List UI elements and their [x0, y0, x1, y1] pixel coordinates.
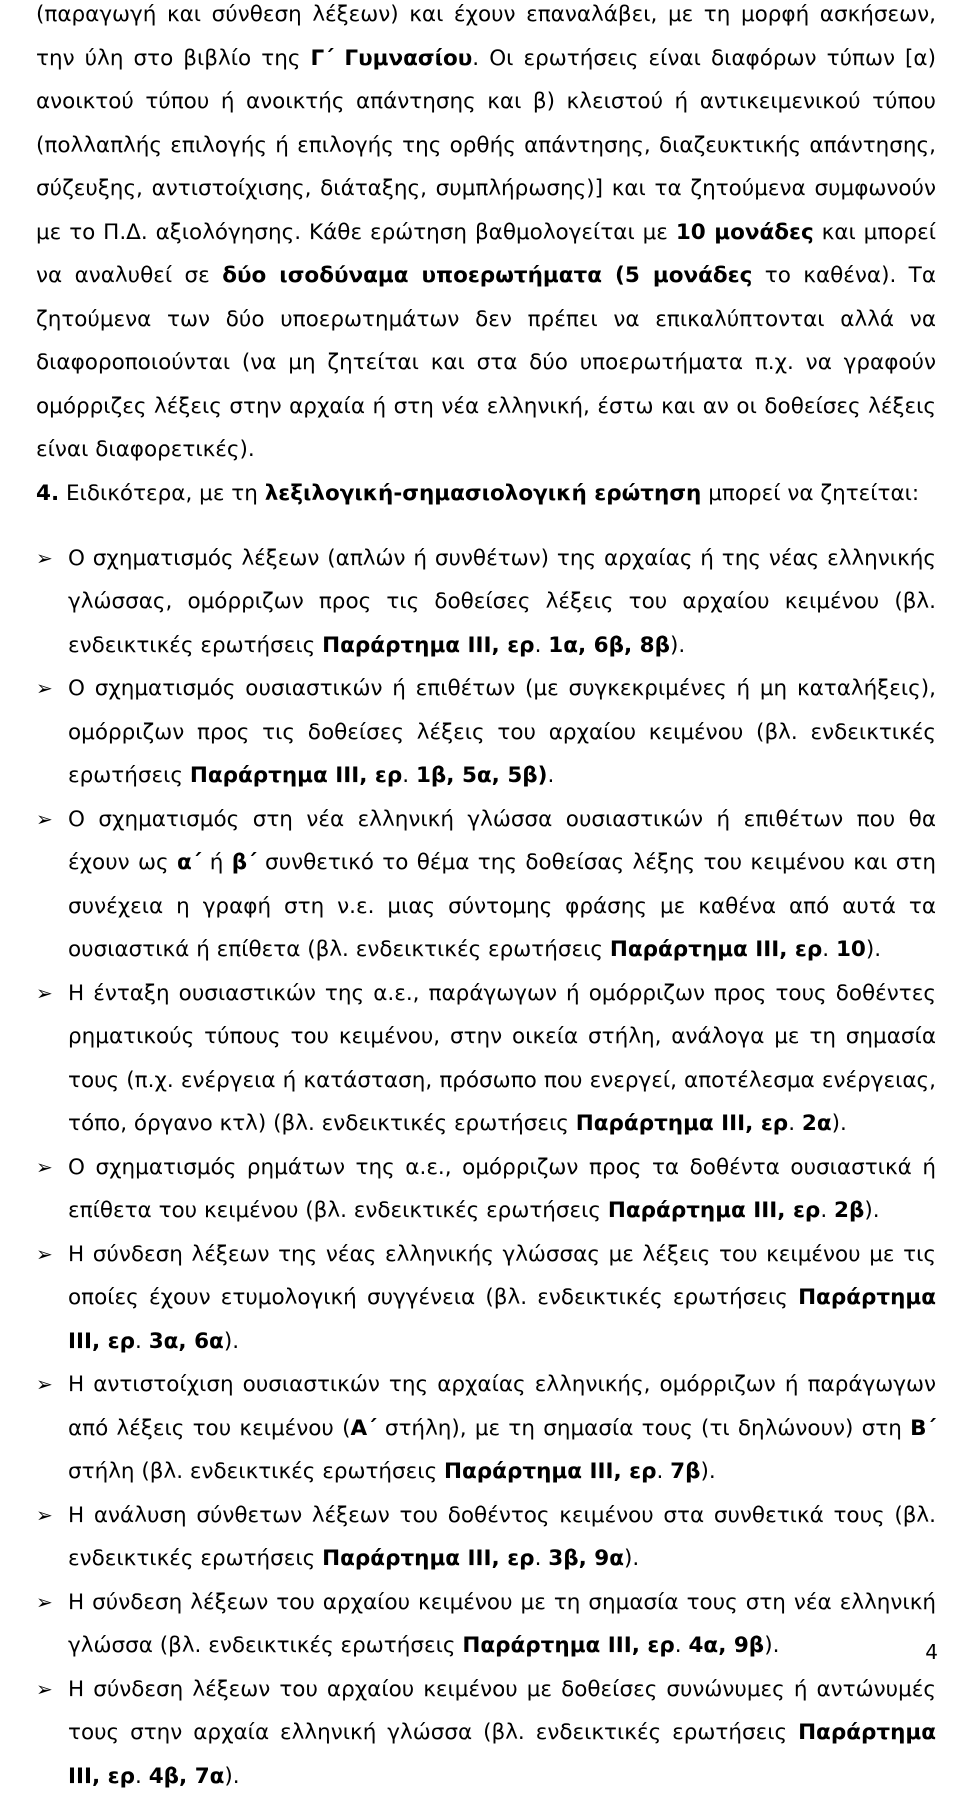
- item-text: ).: [864, 1198, 879, 1223]
- list-item: [36, 1363, 936, 1494]
- item-bold-term: β΄: [232, 850, 257, 875]
- item-text: ).: [832, 1111, 847, 1136]
- intro-text-2: . Οι ερωτήσεις είναι διαφόρων τύπων [α) ανοικτού τύπου ή ανοικτής απάντησης και β) κλειστού ή αντικειμενικού τύπου (πολλαπλής επιλογής ή επιλογής της ορθής απάντησης, διαζευκτικής απάντησης, σύζευξης, αντιστοίχισης, διάταξης, συμπλήρωσης)] και τα ζητούμενα συμφωνούν με το Π.Δ. αξιολόγησης. Κάθε ερώτηση βαθμολογείται με: [36, 46, 936, 245]
- section-4-heading: [36, 472, 936, 516]
- item-text: Η σύνδεση λέξεων του αρχαίου κειμένου με τη σημασία τους στη νέα ελληνική γλώσσα (βλ. ενδεικτικές ερωτήσεις: [68, 1590, 936, 1659]
- item-text: Η ένταξη ουσιαστικών της α.ε., παράγωγων ή ομόρριζων προς τους δοθέντες ρηματικούς τύπους του κειμένου, στην οικεία στήλη, ανάλογα με τη σημασία τους (π.χ. ενέργεια ή κατάσταση, πρόσωπο που ενεργεί, αποτέλεσμα ενέργειας, τόπο, όργανο κτλ) (βλ. ενδεικτικές ερωτήσεις: [68, 981, 936, 1137]
- item-text: στήλη (βλ. ενδεικτικές ερωτήσεις: [68, 1459, 444, 1484]
- item-text: .: [135, 1329, 149, 1354]
- list-item: [36, 1233, 936, 1364]
- intro-text-1: (παραγωγή και σύνθεση λέξεων) και έχουν επαναλάβει, με τη μορφή ασκήσεων, την ύλη στο βιβλίο της: [36, 2, 936, 71]
- question-numbers: 10: [836, 937, 866, 962]
- appendix-reference: Παράρτημα ΙΙΙ, ερ: [462, 1633, 674, 1658]
- item-text: ).: [764, 1633, 779, 1658]
- arrow-bullet-icon: ➢: [36, 798, 53, 842]
- section-lead: Ειδικότερα, με τη: [59, 481, 265, 506]
- question-numbers: 7β: [670, 1459, 700, 1484]
- item-text: Η αντιστοίχιση ουσιαστικών της αρχαίας ελληνικής, ομόρριζων ή παράγωγων από λέξεις του κειμένου (: [68, 1372, 936, 1441]
- intro-bold-subquestions: δύο ισοδύναμα υποερωτήματα (5 μονάδες: [222, 263, 752, 288]
- question-numbers: 4α, 9β: [688, 1633, 764, 1658]
- item-text: .: [822, 937, 836, 962]
- item-text: .: [135, 1764, 149, 1789]
- appendix-reference: Παράρτημα ΙΙΙ, ερ: [576, 1111, 788, 1136]
- item-text: ).: [701, 1459, 716, 1484]
- item-text: συνθετικό το θέμα της δοθείσας λέξης του κειμένου και στη συνέχεια η γραφή στη ν.ε. μιας σύντομης φράσης με καθένα από αυτά τα ουσιαστικά ή επίθετα (βλ. ενδεικτικές ερωτήσεις: [68, 850, 936, 962]
- arrow-bullet-icon: ➢: [36, 1233, 53, 1277]
- arrow-bullet-icon: ➢: [36, 1146, 53, 1190]
- item-text: Η ανάλυση σύνθετων λέξεων του δοθέντος κειμένου στα συνθετικά τους (βλ. ενδεικτικές ερωτήσεις: [68, 1503, 936, 1572]
- appendix-reference: Παράρτημα ΙΙΙ, ερ: [610, 937, 822, 962]
- item-text: Ο σχηματισμός ρημάτων της α.ε., ομόρριζων προς τα δοθέντα ουσιαστικά ή επίθετα του κειμένου (βλ. ενδεικτικές ερωτήσεις: [68, 1155, 936, 1224]
- item-text: ).: [670, 633, 685, 658]
- arrow-bullet-icon: ➢: [36, 1363, 53, 1407]
- document-page: [36, 0, 936, 1798]
- intro-bold-points: 10 μονάδες: [676, 220, 814, 245]
- item-text: Η σύνδεση λέξεων του αρχαίου κειμένου με δοθείσες συνώνυμες ή αντώνυμές τους στην αρχαία ελληνική γλώσσα (βλ. ενδεικτικές ερωτήσεις: [68, 1677, 936, 1746]
- item-text: Ο σχηματισμός λέξεων (απλών ή συνθέτων) της αρχαίας ή της νέας ελληνικής γλώσσας, ομόρριζων προς τις δοθείσες λέξεις του αρχαίου κειμένου (βλ. ενδεικτικές ερωτήσεις: [68, 546, 936, 658]
- question-numbers: 3β, 9α: [548, 1546, 624, 1571]
- question-type-list: [36, 537, 936, 1798]
- question-numbers: 1β, 5α, 5β): [416, 763, 548, 788]
- section-tail: μπορεί να ζητείται:: [701, 481, 919, 506]
- item-text: .: [820, 1198, 834, 1223]
- arrow-bullet-icon: ➢: [36, 1581, 53, 1625]
- item-text: ή: [201, 850, 231, 875]
- appendix-reference: Παράρτημα ΙΙΙ, ερ: [444, 1459, 656, 1484]
- item-text: .: [548, 763, 555, 788]
- appendix-reference: Παράρτημα ΙΙΙ, ερ: [322, 1546, 534, 1571]
- item-text: ).: [224, 1329, 239, 1354]
- arrow-bullet-icon: ➢: [36, 667, 53, 711]
- page-number: 4: [925, 1640, 938, 1664]
- list-item: [36, 1146, 936, 1233]
- item-text: ).: [224, 1764, 239, 1789]
- question-numbers: 4β, 7α: [149, 1764, 225, 1789]
- item-text: ).: [624, 1546, 639, 1571]
- appendix-reference: Παράρτημα ΙΙΙ, ερ: [322, 633, 534, 658]
- section-number: 4.: [36, 481, 59, 506]
- question-numbers: 2β: [834, 1198, 864, 1223]
- item-text: .: [402, 763, 416, 788]
- appendix-reference: Παράρτημα ΙΙΙ, ερ: [608, 1198, 820, 1223]
- item-text: .: [788, 1111, 802, 1136]
- appendix-reference: Παράρτημα ΙΙΙ, ερ: [68, 1285, 936, 1354]
- list-item: [36, 537, 936, 668]
- item-text: Ο σχηματισμός ουσιαστικών ή επιθέτων (με συγκεκριμένες ή μη καταλήξεις), ομόρριζων προς τις δοθείσες λέξεις του αρχαίου κειμένου (βλ. ενδεικτικές ερωτήσεις: [68, 676, 936, 788]
- intro-text-3: και μπορεί να αναλυθεί σε: [36, 220, 936, 289]
- arrow-bullet-icon: ➢: [36, 1494, 53, 1538]
- list-item: [36, 667, 936, 798]
- item-text: στήλη), με τη σημασία τους (τι δηλώνουν) στη: [377, 1416, 910, 1441]
- item-bold-term: Β΄: [910, 1416, 936, 1441]
- item-text: Ο σχηματισμός στη νέα ελληνική γλώσσα ουσιαστικών ή επιθέτων που θα έχουν ως: [68, 807, 936, 876]
- item-text: .: [675, 1633, 689, 1658]
- list-item: [36, 1581, 936, 1668]
- list-item: [36, 798, 936, 972]
- intro-paragraph: [36, 0, 936, 472]
- arrow-bullet-icon: ➢: [36, 972, 53, 1016]
- item-text: .: [535, 1546, 549, 1571]
- item-bold-term: α΄: [177, 850, 201, 875]
- item-text: ).: [866, 937, 881, 962]
- question-numbers: 1α, 6β, 8β: [548, 633, 670, 658]
- intro-text-4: το καθένα). Τα ζητούμενα των δύο υποερωτημάτων δεν πρέπει να επικαλύπτονται αλλά να διαφοροποιούνται (να μη ζητείται και στα δύο υποερωτήματα π.χ. να γραφούν ομόρριζες λέξεις στην αρχαία ή στη νέα ελληνική, έστω και αν οι δοθείσες λέξεις είναι διαφορετικές).: [36, 263, 936, 462]
- item-bold-term: Α΄: [350, 1416, 376, 1441]
- list-item: [36, 972, 936, 1146]
- arrow-bullet-icon: ➢: [36, 1668, 53, 1712]
- item-text: .: [656, 1459, 670, 1484]
- question-numbers: 3α, 6α: [149, 1329, 224, 1354]
- question-numbers: 2α: [802, 1111, 832, 1136]
- list-item: [36, 1494, 936, 1581]
- section-lead-bold: λεξιλογική-σημασιολογική ερώτηση: [265, 481, 702, 506]
- arrow-bullet-icon: ➢: [36, 537, 53, 581]
- appendix-reference: Παράρτημα ΙΙΙ, ερ: [68, 1720, 936, 1789]
- item-text: .: [535, 633, 549, 658]
- list-item: [36, 1668, 936, 1798]
- appendix-reference: Παράρτημα ΙΙΙ, ερ: [190, 763, 402, 788]
- intro-bold-grade: Γ΄ Γυμνασίου: [311, 46, 473, 71]
- item-text: Η σύνδεση λέξεων της νέας ελληνικής γλώσσας με λέξεις του κειμένου με τις οποίες έχουν ετυμολογική συγγένεια (βλ. ενδεικτικές ερωτήσεις: [68, 1242, 936, 1311]
